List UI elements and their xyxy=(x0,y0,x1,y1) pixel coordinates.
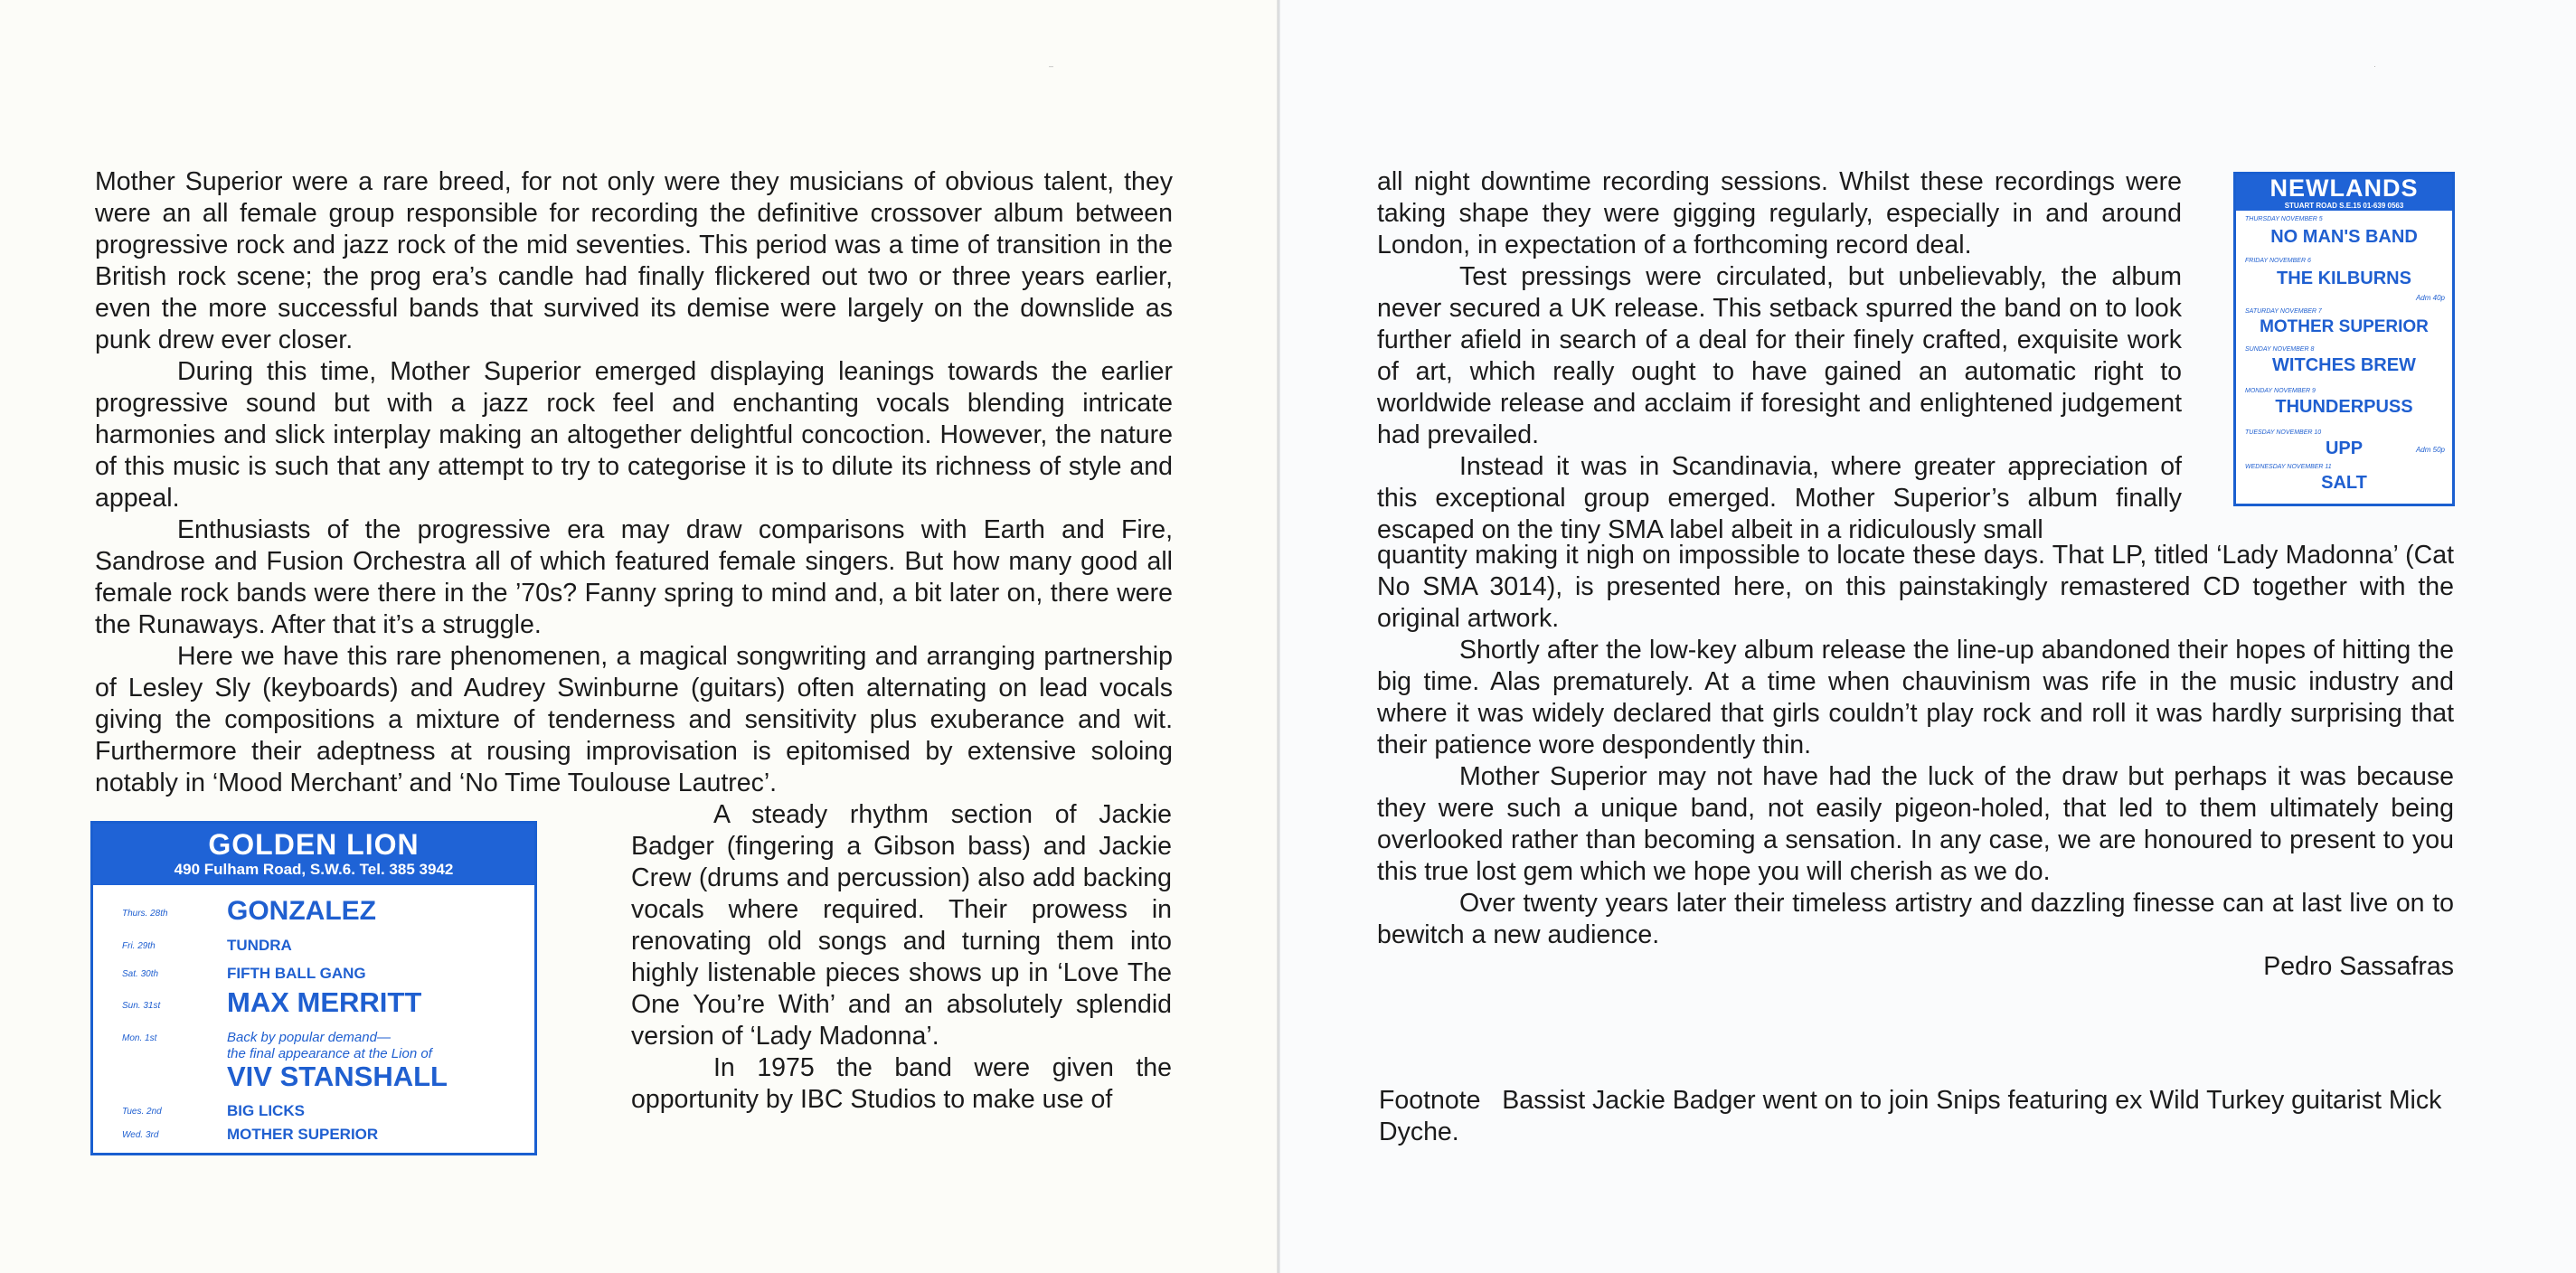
footnote xyxy=(1379,1085,2455,1148)
page-fold xyxy=(1277,0,1280,1273)
right-wrapped-text xyxy=(1377,166,2182,546)
gig-date: Thurs. 28th xyxy=(122,909,168,919)
gig-date: THURSDAY NOVEMBER 5 xyxy=(2245,216,2323,222)
gig-act: FIFTH BALL GANG xyxy=(227,965,366,982)
venue-address: STUART ROAD S.E.15 01-639 0563 xyxy=(2284,202,2404,210)
gig-act: WITCHES BREW xyxy=(2272,355,2416,375)
left-intro-text xyxy=(95,166,1173,799)
admission: Adm 50p xyxy=(2415,446,2445,454)
newlands-ad xyxy=(2233,172,2455,506)
paragraph: Shortly after the low-key album release the line-up abandoned their hopes of hitting the big time. Alas prematurely. At a time when chauvinism was rife in the music industry and where it was widely declared that girls couldn’t play rock and roll it was hardly surprising that their patience wore despondently thin. xyxy=(1377,636,2454,759)
gig-date: MONDAY NOVEMBER 9 xyxy=(2245,388,2316,394)
paragraph: In 1975 the band were given the opportunity by IBC Studios to make use of xyxy=(631,1053,1172,1114)
paragraph: Mother Superior may not have had the luck of the draw but perhaps it was because they were such a unique band, not easily pigeon-holed, that led to them ultimately being overlooked rather than becoming a sensation. In any case, we are honoured to present to you this true lost gem which we hope you will cherish as we do. xyxy=(1377,762,2454,886)
gig-act: VIV STANSHALL xyxy=(227,1061,448,1092)
paragraph: Here we have this rare phenomenen, a magical songwriting and arranging partnership of Lesley Sly (keyboards) and Audrey Swinburne (guitars) often alternating on lead vocals giving the compositions a mixture of tenderness and sensitivity plus exuberance and wit. Furthermore their adeptness at rousing improvisation is epitomised by extensive soloing notably in ‘Mood Merchant’ and ‘No Time Toulouse Lautrec’. xyxy=(95,642,1173,797)
gig-date: Sun. 31st xyxy=(122,1001,161,1011)
signature: Pedro Sassafras xyxy=(2263,952,2454,981)
gig-date: Tues. 2nd xyxy=(122,1107,162,1117)
gig-act: BIG LICKS xyxy=(227,1102,305,1119)
paragraph: quantity making it nigh on impossible to locate these days. That LP, titled ‘Lady Madonna’ (Cat No SMA 3014), is presented here, on this painstakingly remastered CD together with the original artwork. xyxy=(1377,541,2454,633)
gig-note: Back by popular demand— the final appearance at the Lion of xyxy=(227,1030,432,1061)
gig-act: TUNDRA xyxy=(227,937,292,954)
right-full-text xyxy=(1377,540,2454,983)
paragraph: A steady rhythm section of Jackie Badger (fingering a Gibson bass) and Jackie Crew (drums and percussion) also add backing vocals where required. Their prowess in renovating old songs and turning them into highly listenable pieces shows up in ‘Love The One You’re With’ and an absolutely splendid version of ‘Lady Madonna’. xyxy=(631,800,1172,1051)
gig-date: SATURDAY NOVEMBER 7 xyxy=(2245,308,2322,315)
paragraph: Enthusiasts of the progressive era may draw comparisons with Earth and Fire, Sandrose and Fusion Orchestra all of which featured female singers. But how many good all female rock bands were there in the ’70s? Fanny spring to mind and, a bit later on, there were the Runaways. After that it’s a struggle. xyxy=(95,515,1173,639)
gig-date: Fri. 29th xyxy=(122,941,156,951)
print-speck: · xyxy=(2373,61,2376,71)
gig-act: THE KILBURNS xyxy=(2277,269,2411,288)
venue-name: GOLDEN LION xyxy=(208,828,420,861)
gig-date: WEDNESDAY NOVEMBER 11 xyxy=(2245,464,2332,470)
gig-act: NO MAN'S BAND xyxy=(2270,227,2418,247)
gig-date: Wed. 3rd xyxy=(122,1130,159,1140)
gig-date: Mon. 1st xyxy=(122,1033,157,1043)
gig-date: FRIDAY NOVEMBER 6 xyxy=(2245,258,2311,264)
gig-act: UPP xyxy=(2325,438,2364,458)
gig-act: MOTHER SUPERIOR xyxy=(227,1126,379,1143)
venue-address: 490 Fulham Road, S.W.6. Tel. 385 3942 xyxy=(174,861,454,878)
paragraph: all night downtime recording sessions. Whilst these recordings were taking shape they were gigging regularly, especially in and around London, in expectation of a forthcoming record deal. xyxy=(1377,167,2182,259)
paragraph: Instead it was in Scandinavia, where greater appreciation of this exceptional group emerged. Mother Superior’s album finally escaped on the tiny SMA label albeit in a ridiculously small xyxy=(1377,452,2182,544)
gig-date: Sat. 30th xyxy=(122,969,159,979)
footnote-text: Bassist Jackie Badger went on to join Snips featuring ex Wild Turkey guitarist Mick Dyche. xyxy=(1379,1086,2442,1146)
paragraph: Test pressings were circulated, but unbelievably, the album never secured a UK release. This setback spurred the band on to look further afield in search of a deal for their finely crafted, exquisite work of art, which really ought to have gained an automatic right to worldwide release and acclaim if foresight and enlightened judgement had prevailed. xyxy=(1377,262,2182,449)
ad-header xyxy=(93,824,534,885)
paragraph: Mother Superior were a rare breed, for not only were they musicians of obvious talent, they were an all female group responsible for recording the definitive crossover album between progressive rock and jazz rock of the mid seventies. This period was a time of transition in the British rock scene; the prog era’s candle had finally flickered out two or three years earlier, even the more successful bands that survived its demise were largely on the downslide as punk drew ever closer. xyxy=(95,167,1173,354)
admission: Adm 40p xyxy=(2415,294,2445,302)
gig-act: GONZALEZ xyxy=(227,896,376,926)
gig-act: SALT xyxy=(2321,473,2367,493)
gig-act: MOTHER SUPERIOR xyxy=(2260,317,2429,336)
footnote-label: Footnote xyxy=(1379,1086,1481,1115)
paragraph: Over twenty years later their timeless artistry and dazzling finesse can at last live on to bewitch a new audience. xyxy=(1377,889,2454,949)
golden-lion-ad xyxy=(90,821,537,1155)
venue-name: NEWLANDS xyxy=(2269,174,2419,202)
gig-date: SUNDAY NOVEMBER 8 xyxy=(2245,346,2315,353)
gig-act: MAX MERRITT xyxy=(227,986,422,1018)
ad-header xyxy=(2236,174,2452,211)
gig-date: TUESDAY NOVEMBER 10 xyxy=(2245,429,2322,436)
left-column-text xyxy=(631,799,1172,1116)
paragraph: During this time, Mother Superior emerged displaying leanings towards the earlier progressive sound but with a jazz rock feel and enchanting vocals blending intricate harmonies and slick interplay making an altogether delightful concoction. However, the nature of this music is such that any attempt to try to categorise it is to dilute its richness of style and appeal. xyxy=(95,357,1173,513)
gig-act: THUNDERPUSS xyxy=(2275,397,2413,417)
print-speck: – xyxy=(1049,61,1054,71)
